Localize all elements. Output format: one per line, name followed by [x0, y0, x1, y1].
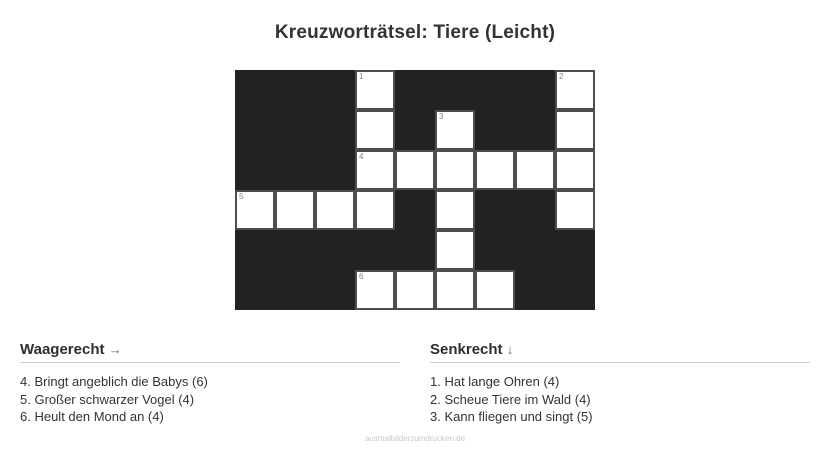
crossword-cell[interactable] [355, 70, 395, 110]
crossword-cell[interactable] [475, 150, 515, 190]
black-cell [235, 150, 275, 190]
black-cell [475, 230, 515, 270]
black-cell [555, 270, 595, 310]
black-cell [435, 70, 475, 110]
across-clue-list [20, 373, 400, 426]
black-cell [315, 270, 355, 310]
crossword-cell[interactable] [475, 270, 515, 310]
cell-number: 2 [559, 72, 564, 81]
black-cell [235, 270, 275, 310]
clue-item: 3. Kann fliegen und singt (5) [430, 409, 593, 425]
clue-item: 2. Scheue Tiere im Wald (4) [430, 391, 591, 407]
crossword-cell[interactable] [435, 230, 475, 270]
black-cell [555, 230, 595, 270]
black-cell [235, 230, 275, 270]
black-cell [475, 110, 515, 150]
black-cell [275, 150, 315, 190]
black-cell [515, 270, 555, 310]
crossword-cell[interactable] [355, 190, 395, 230]
crossword-cell[interactable] [275, 190, 315, 230]
black-cell [275, 110, 315, 150]
crossword-cell[interactable] [435, 190, 475, 230]
black-cell [515, 110, 555, 150]
cell-number: 4 [359, 152, 364, 161]
black-cell [275, 270, 315, 310]
down-clues-section [430, 341, 810, 426]
down-heading-label: Senkrecht [430, 341, 503, 358]
across-heading-label: Waagerecht [20, 341, 105, 358]
black-cell [315, 150, 355, 190]
across-heading [20, 341, 400, 363]
black-cell [395, 70, 435, 110]
crossword-cell[interactable] [355, 150, 395, 190]
crossword-cell[interactable] [555, 150, 595, 190]
black-cell [275, 230, 315, 270]
crossword-grid [235, 70, 595, 310]
black-cell [315, 110, 355, 150]
crossword-cell[interactable] [235, 190, 275, 230]
cell-number: 1 [359, 72, 364, 81]
black-cell [395, 110, 435, 150]
black-cell [395, 230, 435, 270]
black-cell [315, 70, 355, 110]
black-cell [475, 70, 515, 110]
page-title: Kreuzworträtsel: Tiere (Leicht) [274, 22, 556, 43]
footer-watermark: ausmalbilderzumdrucken.de [364, 434, 466, 443]
crossword-cell[interactable] [435, 270, 475, 310]
black-cell [355, 230, 395, 270]
cell-number: 6 [359, 272, 364, 281]
black-cell [515, 70, 555, 110]
black-cell [475, 190, 515, 230]
cell-number: 5 [239, 192, 244, 201]
black-cell [315, 230, 355, 270]
crossword-cell[interactable] [355, 110, 395, 150]
black-cell [395, 190, 435, 230]
across-clues-section [20, 341, 400, 426]
crossword-cell[interactable] [395, 270, 435, 310]
black-cell [235, 110, 275, 150]
crossword-cell[interactable] [555, 110, 595, 150]
crossword-cell[interactable] [435, 150, 475, 190]
black-cell [515, 190, 555, 230]
crossword-cell[interactable] [515, 150, 555, 190]
crossword-cell[interactable] [395, 150, 435, 190]
right-arrow-icon: → [108, 342, 122, 357]
black-cell [235, 70, 275, 110]
clue-item: 1. Hat lange Ohren (4) [430, 374, 560, 389]
crossword-cell[interactable] [355, 270, 395, 310]
crossword-cell[interactable] [315, 190, 355, 230]
crossword-cell[interactable] [435, 110, 475, 150]
clue-item: 4. Bringt angeblich die Babys (6) [20, 374, 208, 389]
clue-item: 6. Heult den Mond an (4) [20, 409, 164, 425]
clue-item: 5. Großer schwarzer Vogel (4) [20, 391, 195, 407]
crossword-cell[interactable] [555, 190, 595, 230]
down-arrow-icon: ↓ [506, 342, 514, 357]
black-cell [515, 230, 555, 270]
crossword-cell[interactable] [555, 70, 595, 110]
cell-number: 3 [439, 112, 444, 121]
down-heading [430, 341, 810, 363]
down-clue-list [430, 373, 810, 426]
black-cell [275, 70, 315, 110]
